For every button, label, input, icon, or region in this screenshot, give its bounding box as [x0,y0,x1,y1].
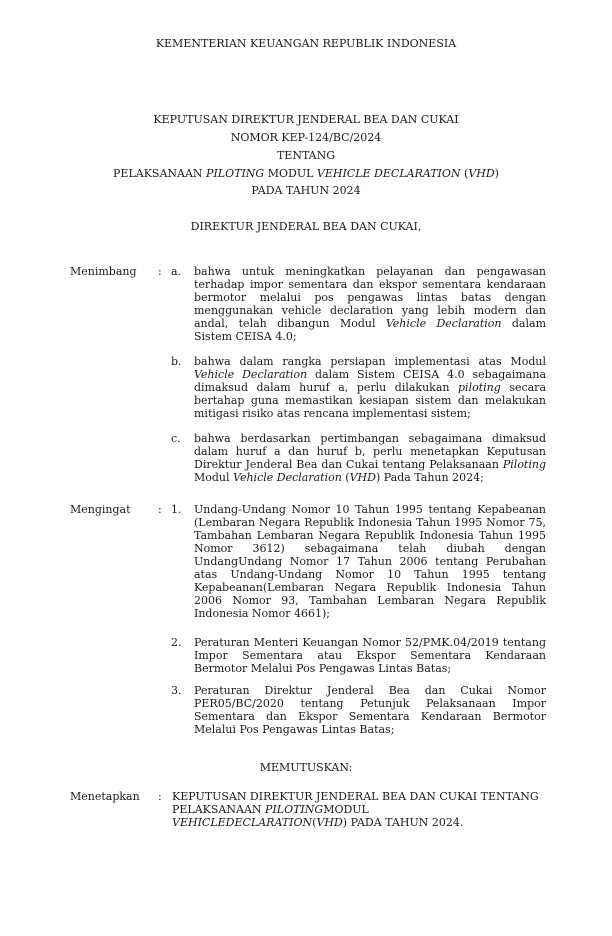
decree-year: PADA TAHUN 2024 [251,184,361,197]
menimbang-colon: : [158,265,162,278]
mengingat-item-2: Peraturan Menteri Keuangan Nomor 52/PMK.04/2019 tentang Impor Sementara atau Ekspor Sementara Kendaraan Bermotor Melalui Pos Pengawas Lintas Batas; [194,636,546,675]
menimbang-mark-a: a. [171,265,182,278]
decree-number: NOMOR KEP-124/BC/2024 [230,131,382,144]
mengingat-mark-2: 2. [171,636,182,649]
decree-tentang: TENTANG [276,149,336,162]
mengingat-item-1: Undang-Undang Nomor 10 Tahun 1995 tentang Kepabeanan (Lembaran Negara Republik Indonesia Tahun 1995 Nomor 75, Tambahan Lembaran Negara Republik Indonesia Tahun 1995 Nomor 3612) sebagaimana telah diubah dengan UndangUndang Nomor 17 Tahun 2006 tentang Perubahan atas Undang-Undang Nomor 10 Tahun 1995 tentang Kepabeanan(Lembaran Negara Republik Indonesia Tahun 2006 Nomor 93, Tambahan Lembaran Negara Republik Indonesia Nomor 4661); [194,503,546,620]
menimbang-mark-b: b. [171,355,182,368]
mengingat-colon: : [158,503,162,516]
menimbang-item-c: bahwa berdasarkan pertimbangan sebagaimana dimaksud dalam huruf a dan huruf b, perlu menetapkan Keputusan Direktur Jenderal Bea dan Cukai tentang Pelaksanaan Piloting Modul Vehicle Declaration (VHD) Pada Tahun 2024; [194,432,546,484]
mengingat-item-3: Peraturan Direktur Jenderal Bea dan Cukai Nomor PER05/BC/2020 tentang Petunjuk Pelaksanaan Impor Sementara dan Ekspor Sementara Kendaraan Bermotor Melalui Pos Pengawas Lintas Batas; [194,684,546,736]
menimbang-item-a: bahwa untuk meningkatkan pelayanan dan pengawasan terhadap impor sementara dan ekspor sementara kendaraan bermotor melalui pos pengawas lintas batas dengan menggunakan vehicle declaration yang lebih modern dan andal, telah dibangun Modul Vehicle Declaration dalam Sistem CEISA 4.0; [194,265,547,343]
mengingat-mark-1: 1. [171,503,182,516]
ministry-header: KEMENTERIAN KEUANGAN REPUBLIK INDONESIA [155,37,457,50]
menetapkan-label: Menetapkan [70,790,140,803]
memutuskan-heading: MEMUTUSKAN: [259,761,353,774]
menimbang-label: Menimbang [70,265,137,278]
menimbang-item-b: bahwa dalam rangka persiapan implementasi atas Modul Vehicle Declaration dalam Sistem CEISA 4.0 sebagaimana dimaksud dalam huruf a, perlu dilakukan piloting secara bertahap guna memastikan kesiapan sistem dan melakukan mitigasi risiko atas rencana implementasi sistem; [194,355,547,420]
decree-title: KEPUTUSAN DIREKTUR JENDERAL BEA DAN CUKAI [153,113,459,126]
decree-subject: PELAKSANAAN PILOTING MODUL VEHICLE DECLARATION (VHD) [113,167,499,180]
menetapkan-colon: : [158,790,162,803]
mengingat-mark-3: 3. [171,684,182,697]
mengingat-label: Mengingat [70,503,131,516]
menetapkan-text: KEPUTUSAN DIREKTUR JENDERAL BEA DAN CUKAI TENTANG PELAKSANAAN PILOTINGMODUL VEHICLEDECLARATION(VHD) PADA TAHUN 2024. [172,790,539,829]
menimbang-mark-c: c. [171,432,181,445]
director-heading: DIREKTUR JENDERAL BEA DAN CUKAI, [190,220,422,233]
